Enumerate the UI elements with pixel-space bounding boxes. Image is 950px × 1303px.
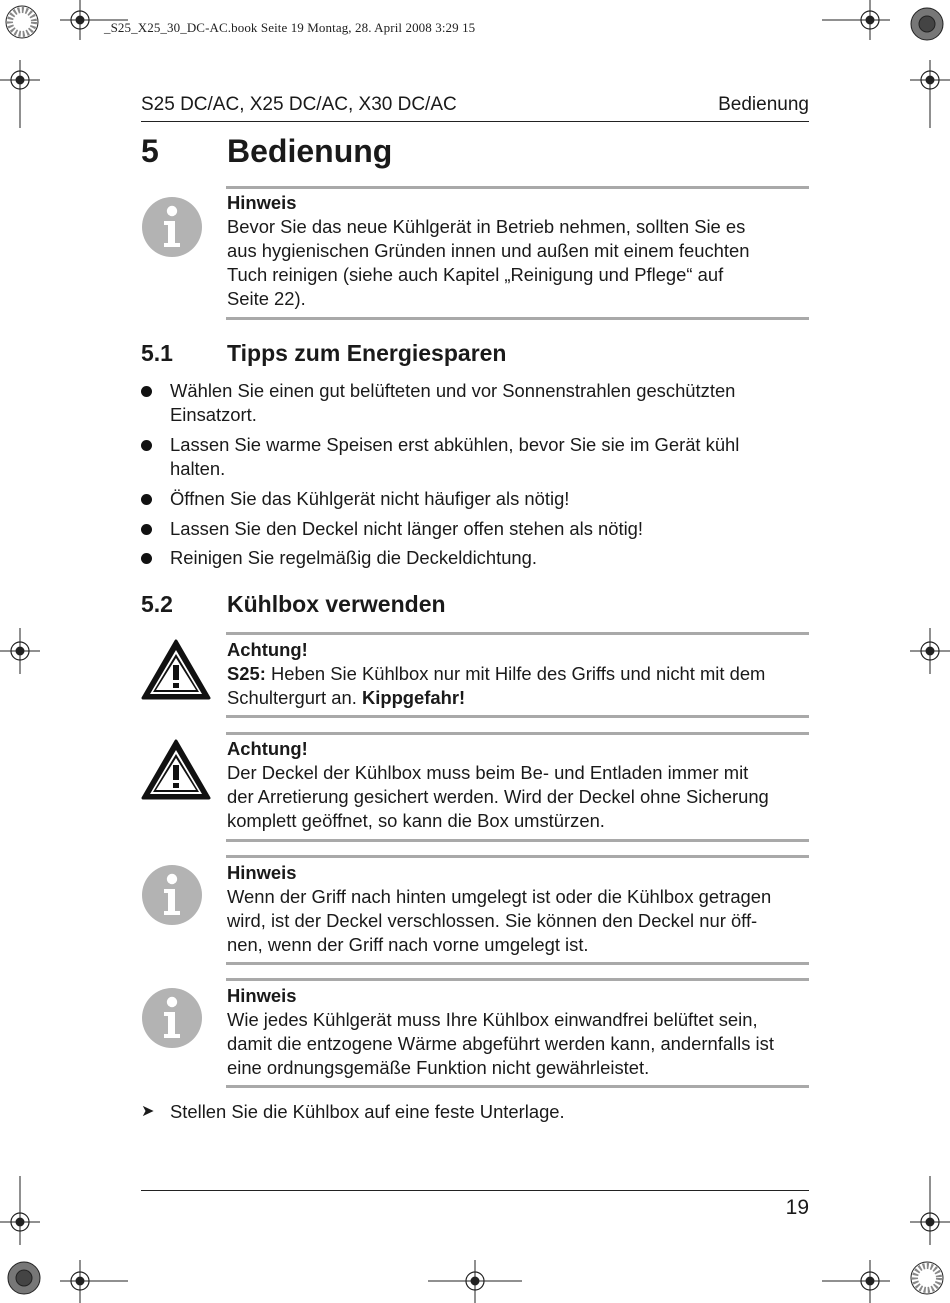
note-bottom-rule [226, 317, 809, 320]
warning-title: Achtung! [227, 639, 308, 660]
info-icon [141, 196, 203, 258]
bullet-text: Reinigen Sie regelmäßig die Deckeldichtung. [170, 547, 537, 568]
registration-mark-icon [60, 1260, 128, 1303]
section-number: 5.1 [141, 340, 173, 366]
warning-top-rule [226, 632, 809, 635]
bullet-icon [141, 386, 152, 397]
note-text-line: Wie jedes Kühlgerät muss Ihre Kühlbox einwandfrei belüftet sein, [227, 1009, 758, 1030]
action-arrow-icon: ➤ [141, 1103, 155, 1120]
info-icon [141, 864, 203, 926]
bullet-text: Öffnen Sie das Kühlgerät nicht häufiger als nötig! [170, 488, 570, 509]
bullet-text: Lassen Sie warme Speisen erst abkühlen, bevor Sie sie im Gerät kühl [170, 434, 740, 455]
warning-emphasis: Kippgefahr! [361, 687, 466, 708]
note-text-line: aus hygienischen Gründen innen und außen mit einem feuchten [227, 240, 750, 261]
note-text-line: Seite 22). [227, 288, 306, 309]
note-text-line: Tuch reinigen (siehe auch Kapitel „Reinigung und Pflege“ auf [227, 264, 724, 285]
running-header-right: Bedienung [718, 94, 809, 115]
section-title: Tipps zum Energiesparen [227, 340, 507, 366]
note-bottom-rule [226, 1085, 809, 1088]
registration-mark-icon [822, 0, 890, 40]
note-top-rule [226, 855, 809, 858]
footer-rule [141, 1190, 809, 1191]
bullet-text: Wählen Sie einen gut belüfteten und vor Sonnenstrahlen geschützten [170, 380, 736, 401]
bullet-text: Lassen Sie den Deckel nicht länger offen stehen als nötig! [170, 518, 644, 539]
chapter-number: 5 [141, 133, 159, 169]
print-info: _S25_X25_30_DC-AC.book Seite 19 Montag, 28. April 2008 3:29 15 [104, 20, 476, 35]
registration-mark-icon [910, 628, 950, 674]
color-wheel-icon [911, 8, 943, 40]
note-text-line: nen, wenn der Griff nach vorne umgelegt ist. [227, 934, 589, 955]
action-text: Stellen Sie die Kühlbox auf eine feste Unterlage. [170, 1101, 565, 1122]
bullet-text: Einsatzort. [170, 404, 257, 425]
warning-text-part: Schultergurt an. [227, 687, 362, 708]
note-text-line: Bevor Sie das neue Kühlgerät in Betrieb nehmen, sollten Sie es [227, 216, 746, 237]
note-text-line: damit die entzogene Wärme abgeführt werden kann, andernfalls ist [227, 1033, 774, 1054]
warning-text-line: komplett geöffnet, so kann die Box umstürzen. [227, 810, 605, 831]
chapter-title: Bedienung [227, 133, 393, 169]
warning-triangle-icon [140, 638, 212, 702]
warning-top-rule [226, 732, 809, 735]
note-title: Hinweis [227, 862, 297, 883]
warning-title: Achtung! [227, 738, 308, 759]
page-number: 19 [785, 1196, 809, 1219]
warning-text-line [227, 686, 465, 710]
header-rule [141, 121, 809, 122]
note-bottom-rule [226, 962, 809, 965]
note-title: Hinweis [227, 985, 297, 1006]
color-wheel-icon [8, 1262, 40, 1294]
warning-text-part: Heben Sie Kühlbox nur mit Hilfe des Griffs und nicht mit dem [265, 663, 766, 684]
registration-mark-icon [822, 1260, 890, 1303]
running-header-left: S25 DC/AC, X25 DC/AC, X30 DC/AC [141, 94, 457, 115]
section-number: 5.2 [141, 591, 173, 617]
model-label: S25: [227, 663, 266, 684]
registration-mark-icon [0, 60, 40, 128]
warning-text-line: der Arretierung gesichert werden. Wird der Deckel ohne Sicherung [227, 786, 769, 807]
note-title: Hinweis [227, 192, 297, 213]
note-text-line: wird, ist der Deckel verschlossen. Sie können den Deckel nur öff- [227, 910, 758, 931]
color-wheel-icon [911, 1262, 943, 1294]
warning-bottom-rule [226, 839, 809, 842]
bullet-text: halten. [170, 458, 226, 479]
note-text-line: Wenn der Griff nach hinten umgelegt ist oder die Kühlbox getragen [227, 886, 772, 907]
note-top-rule [226, 186, 809, 189]
bullet-icon [141, 494, 152, 505]
registration-mark-icon [0, 628, 40, 674]
registration-mark-icon [428, 1260, 522, 1303]
bullet-icon [141, 553, 152, 564]
warning-text-line [227, 662, 765, 686]
registration-mark-icon [910, 60, 950, 128]
registration-mark-icon [0, 1176, 40, 1245]
warning-text-line: Der Deckel der Kühlbox muss beim Be- und Entladen immer mit [227, 762, 749, 783]
note-top-rule [226, 978, 809, 981]
info-icon [141, 987, 203, 1049]
color-wheel-icon [6, 6, 38, 38]
bullet-icon [141, 440, 152, 451]
warning-triangle-icon [140, 738, 212, 802]
section-title: Kühlbox verwenden [227, 591, 446, 617]
note-text-line: eine ordnungsgemäße Funktion nicht gewährleistet. [227, 1057, 650, 1078]
bullet-icon [141, 524, 152, 535]
warning-bottom-rule [226, 715, 809, 718]
registration-mark-icon [910, 1176, 950, 1245]
